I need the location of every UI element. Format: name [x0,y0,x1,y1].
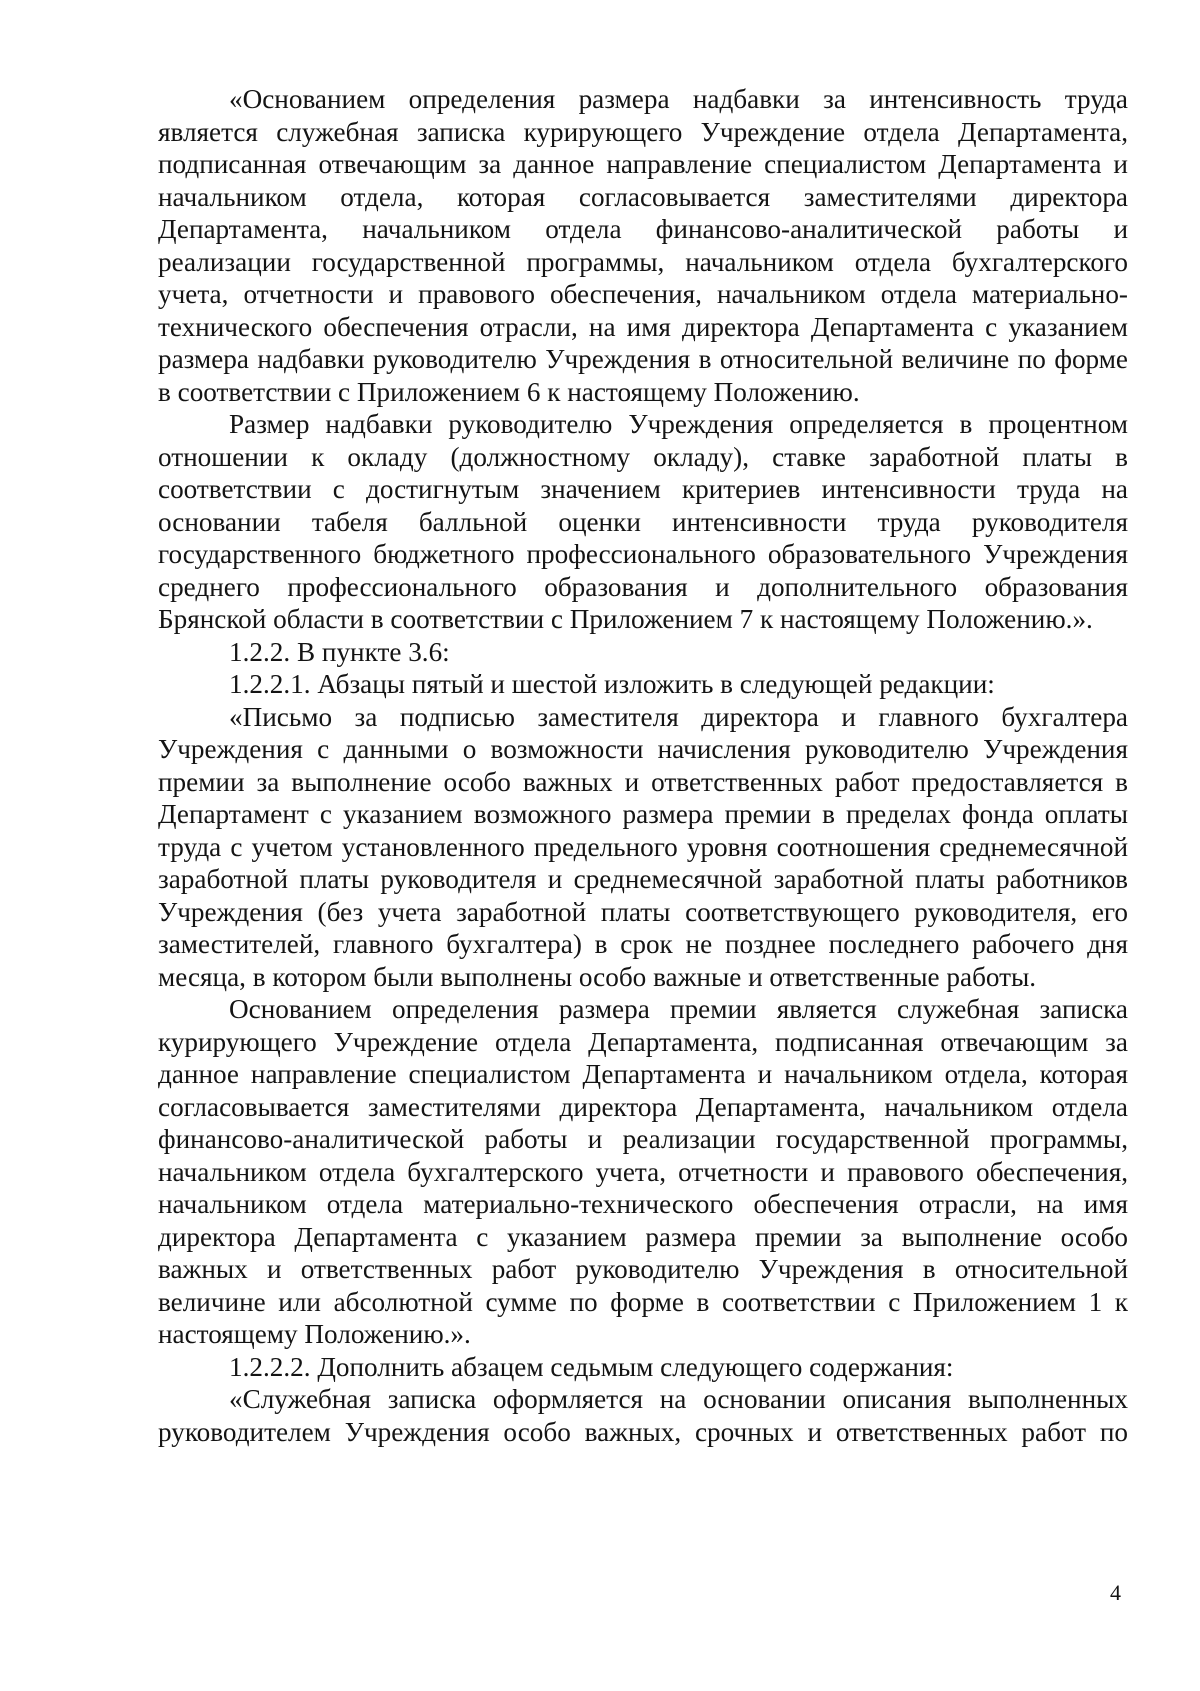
paragraph-letter-signature: «Письмо за подписью заместителя директора и главного бухгалтера Учреждения с данными о возможности начисления руководителю Учреждения премии за выполнение особо важных и ответственных работ предоставляется в Департамент с указанием возможного размера премии в пределах фонда оплаты труда с учетом установленного предельного уровня соотношения среднемесячной заработной платы руководителя и среднемесячной заработной платы работников Учреждения (без учета заработной платы соответствующего руководителя, его заместителей, главного бухгалтера) в срок не позднее последнего рабочего дня месяца, в котором были выполнены особо важные и ответственные работы. [158,701,1128,992]
paragraph-basis-intensity-allowance: «Основанием определения размера надбавки за интенсивность труда является служебная записка курирующего Учреждение отдела Департамента, подписанная отвечающим за данное направление специалистом Департамента и начальником отдела, которая согласовывается заместителями директора Департамента, начальником отдела финансово-аналитической работы и реализации государственной программы, начальником отдела бухгалтерского учета, отчетности и правового обеспечения, начальником отдела материально-технического обеспечения отрасли, на имя директора Департамента с указанием размера надбавки руководителю Учреждения в относительной величине по форме в соответствии с Приложением 6 к настоящему Положению. [158,84,1128,407]
paragraph-item-1-2-2: 1.2.2. В пункте 3.6: [229,636,450,667]
paragraph-basis-bonus-size: Основанием определения размера премии является служебная записка курирующего Учреждение отдела Департамента, подписанная отвечающим за данное направление специалистом Департамента и начальником отдела, которая согласовывается заместителями директора Департамента, начальником отдела финансово-аналитической работы и реализации государственной программы, начальником отдела бухгалтерского учета, отчетности и правового обеспечения, начальником отдела материально-технического обеспечения отрасли, на имя директора Департамента с указанием размера премии за выполнение особо важных и ответственных работ руководителю Учреждения в относительной величине или абсолютной сумме по форме в соответствии с Приложением 1 к настоящему Положению.». [158,994,1128,1349]
document-body [158,83,1128,1448]
paragraph-item-1-2-2-1: 1.2.2.1. Абзацы пятый и шестой изложить в следующей редакции: [229,669,995,699]
page-number: 4 [1110,1580,1121,1605]
paragraph-service-note: «Служебная записка оформляется на основании описания выполненных руководителем Учреждения особо важных, срочных и ответственных работ по [158,1384,1128,1447]
paragraph-allowance-size: Размер надбавки руководителю Учреждения определяется в процентном отношении к окладу (должностному окладу), ставке заработной платы в соответствии с достигнутым значением критериев интенсивности труда на основании табеля балльной оценки интенсивности труда руководителя государственного бюджетного профессионального образовательного Учреждения среднего профессионального образования и дополнительного образования Брянской области в соответствии с Приложением 7 к настоящему Положению.». [158,409,1128,634]
paragraph-item-1-2-2-2: 1.2.2.2. Дополнить абзацем седьмым следующего содержания: [229,1351,954,1382]
